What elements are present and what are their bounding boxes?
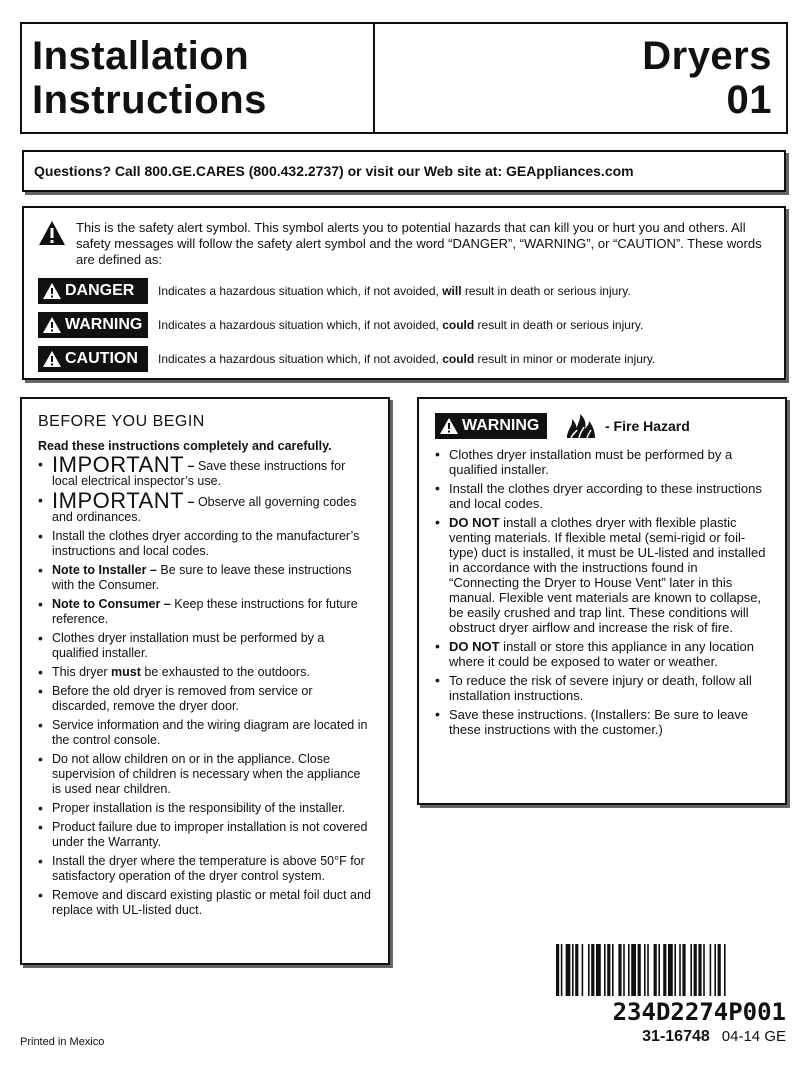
list-item: • Product failure due to improper installation is not covered under the Warranty. bbox=[38, 820, 372, 850]
warning-signal-label: WARNING bbox=[435, 413, 547, 439]
list-item: • IMPORTANT – Save these instructions for local electrical inspector’s use. bbox=[38, 457, 372, 489]
before-list bbox=[38, 452, 372, 918]
warning-row bbox=[38, 310, 770, 340]
danger-row bbox=[38, 276, 770, 306]
safety-intro-text: This is the safety alert symbol. This symbol alerts you to potential hazards that can kill you or hurt you and others. All safety messages will follow the safety alert symbol and the word “DANGER”, “WARNING”, or “CAUTION”. These words are defined as: bbox=[76, 220, 762, 267]
barcode-bar bbox=[575, 944, 578, 996]
warning-label: WARNING bbox=[38, 312, 148, 338]
list-item: • DO NOT install or store this appliance in any location where it could be exposed to water or weather. bbox=[435, 639, 769, 669]
list-item: • DO NOT install a clothes dryer with flexible plastic venting materials. If flexible metal (semi-rigid or foil-type) duct is installed, it must be UL-listed and installed in accordance with the instructions found in “Connecting the Dryer to House Vent” later in this manual. Flexible vent materials are known to collapse, be easily crushed and trap lint. These conditions will obstruct dryer airflow and increase the risk of fire. bbox=[435, 515, 769, 635]
barcode-bar bbox=[618, 944, 621, 996]
barcode-bar bbox=[556, 944, 559, 996]
fire-hazard-label: - Fire Hazard bbox=[605, 418, 690, 434]
barcode-bar bbox=[694, 944, 697, 996]
barcode-bar bbox=[718, 944, 721, 996]
caution-label: CAUTION bbox=[38, 346, 148, 372]
section-heading: BEFORE YOU BEGIN bbox=[38, 413, 205, 430]
list-item: • Proper installation is the responsibility of the installer. bbox=[38, 801, 372, 816]
barcode-bar bbox=[682, 944, 685, 996]
list-item: • IMPORTANT – Observe all governing codes and ordinances. bbox=[38, 493, 372, 525]
barcode-bar bbox=[588, 944, 590, 996]
safety-intro bbox=[38, 220, 770, 268]
barcode-bar bbox=[644, 944, 646, 996]
safety-section bbox=[22, 206, 786, 380]
barcode-bar bbox=[698, 944, 701, 996]
barcode-bar bbox=[647, 944, 649, 996]
list-item: • To reduce the risk of severe injury or death, follow all installation instructions. bbox=[435, 673, 769, 703]
part-number: 234D2274P001 bbox=[612, 998, 786, 1026]
warning-header bbox=[435, 413, 769, 439]
barcode-bar bbox=[668, 944, 673, 996]
list-item: • Note to Consumer – Keep these instructions for future reference. bbox=[38, 597, 372, 627]
barcode-bar bbox=[612, 944, 614, 996]
barcode-bar bbox=[631, 944, 636, 996]
print-date: 04-14 GE bbox=[721, 1028, 786, 1045]
barcode-bar bbox=[679, 944, 681, 996]
barcode-bar bbox=[561, 944, 563, 996]
warning-list bbox=[435, 447, 769, 737]
printed-in: Printed in Mexico bbox=[20, 1036, 105, 1048]
product-line-1: Dryers bbox=[642, 34, 772, 78]
list-item: • Install the dryer where the temperature is above 50°F for satisfactory operation of the dryer control system. bbox=[38, 854, 372, 884]
barcode-bar bbox=[674, 944, 676, 996]
barcode-bar bbox=[604, 944, 606, 996]
warning-definition: Indicates a hazardous situation which, if not avoided, could result in death or serious injury. bbox=[158, 318, 644, 332]
title-line-2: Instructions bbox=[32, 78, 267, 122]
product-block bbox=[375, 24, 786, 132]
contact-banner: Questions? Call 800.GE.CARES (800.432.2737) or visit our Web site at: GEAppliances.com bbox=[22, 150, 786, 192]
warning-alert-icon bbox=[439, 417, 459, 435]
list-item: • Before the old dryer is removed from service or discarded, remove the dryer door. bbox=[38, 684, 372, 714]
before-you-begin-section bbox=[20, 397, 390, 965]
code-number: 31-16748 bbox=[642, 1028, 710, 1045]
barcode-bar bbox=[566, 944, 571, 996]
barcode-bar bbox=[591, 944, 594, 996]
caution-definition: Indicates a hazardous situation which, if not avoided, could result in minor or moderate injury. bbox=[158, 352, 656, 366]
list-item: • Install the clothes dryer according to the manufacturer’s instructions and local codes. bbox=[38, 529, 372, 559]
danger-label: DANGER bbox=[38, 278, 148, 304]
barcode bbox=[556, 944, 784, 996]
barcode-bar bbox=[607, 944, 610, 996]
barcode-bar bbox=[690, 944, 692, 996]
fire-hazard-warning-section bbox=[417, 397, 787, 805]
title-line-1: Installation bbox=[32, 34, 250, 78]
document-header bbox=[20, 22, 788, 134]
barcode-bar bbox=[663, 944, 666, 996]
barcode-bar bbox=[623, 944, 625, 996]
barcode-bar bbox=[628, 944, 630, 996]
list-item: • Clothes dryer installation must be performed by a qualified installer. bbox=[38, 631, 372, 661]
barcode-bar bbox=[582, 944, 584, 996]
list-item: • This dryer must be exhausted to the outdoors. bbox=[38, 665, 372, 680]
danger-definition: Indicates a hazardous situation which, if not avoided, will result in death or serious injury. bbox=[158, 284, 631, 298]
barcode-bar bbox=[658, 944, 660, 996]
title-block bbox=[22, 24, 375, 132]
barcode-bar bbox=[724, 944, 726, 996]
fire-icon bbox=[565, 413, 597, 439]
document-code bbox=[556, 1028, 786, 1046]
safety-alert-icon bbox=[38, 220, 66, 246]
product-line-2: 01 bbox=[726, 78, 772, 122]
barcode-bar bbox=[710, 944, 712, 996]
list-item: • Clothes dryer installation must be performed by a qualified installer. bbox=[435, 447, 769, 477]
warning-alert-icon bbox=[42, 316, 62, 334]
list-item: • Service information and the wiring diagram are located in the control console. bbox=[38, 718, 372, 748]
danger-alert-icon bbox=[42, 282, 62, 300]
list-item: • Save these instructions. (Installers: Be sure to leave these instructions with the customer.) bbox=[435, 707, 769, 737]
barcode-bar bbox=[714, 944, 716, 996]
lead-text: Read these instructions completely and carefully. bbox=[38, 439, 332, 453]
barcode-bar bbox=[703, 944, 705, 996]
list-item: • Note to Installer – Be sure to leave these instructions with the Consumer. bbox=[38, 563, 372, 593]
list-item: • Do not allow children on or in the appliance. Close supervision of children is necessary when the appliance is used near children. bbox=[38, 752, 372, 797]
barcode-bar bbox=[572, 944, 574, 996]
list-item: • Remove and discard existing plastic or metal foil duct and replace with UL-listed duct. bbox=[38, 888, 372, 918]
barcode-bar bbox=[654, 944, 657, 996]
barcode-bar bbox=[596, 944, 601, 996]
caution-row bbox=[38, 344, 770, 374]
caution-alert-icon bbox=[42, 350, 62, 368]
barcode-bar bbox=[638, 944, 641, 996]
list-item: • Install the clothes dryer according to these instructions and local codes. bbox=[435, 481, 769, 511]
